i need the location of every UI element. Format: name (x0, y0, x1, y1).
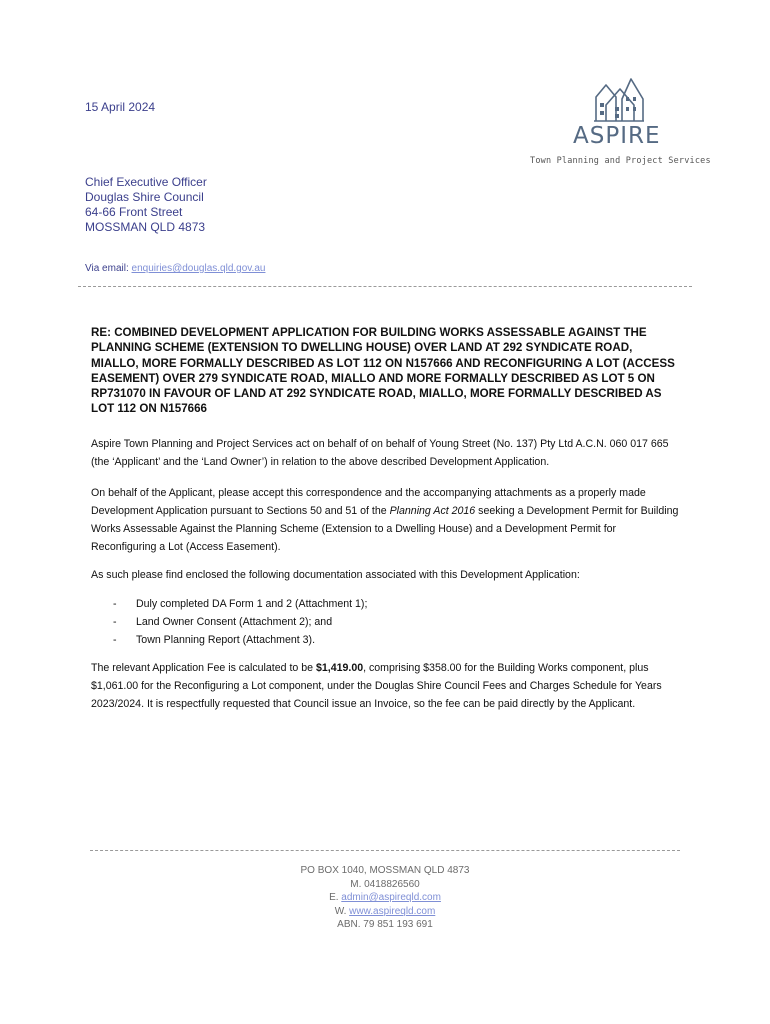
footer-email-line (250, 891, 520, 905)
recipient-address (85, 175, 207, 235)
attachment-list (113, 595, 367, 649)
logo-tagline: Town Planning and Project Services (530, 156, 711, 166)
recipient-line: Chief Executive Officer (85, 175, 207, 189)
paragraph-fee (91, 659, 681, 713)
via-email-link[interactable]: enquiries@douglas.qld.gov.au (131, 263, 266, 274)
list-dash: - (113, 616, 117, 628)
footer-abn: ABN. 79 851 193 691 (337, 919, 433, 930)
paragraph-intro: Aspire Town Planning and Project Services act on behalf of on behalf of Young Street (No. 137) Pty Ltd A.C.N. 060 017 665 (the ‘Applicant’ and the ‘Land Owner’) in relation to the above described Development Application. (91, 438, 669, 468)
list-dash: - (113, 598, 117, 610)
paragraph-enclosures: As such please find enclosed the following documentation associated with this Development Application: (91, 569, 580, 581)
list-item (113, 613, 367, 631)
footer-web-link[interactable]: www.aspireqld.com (349, 905, 436, 917)
paragraph-application (91, 484, 681, 556)
header-divider (78, 286, 692, 287)
list-item (113, 595, 367, 613)
footer-mobile: M. 0418826560 (350, 878, 420, 890)
list-item-text: Town Planning Report (Attachment 3). (136, 634, 316, 646)
footer-web-prefix: W. (334, 905, 347, 917)
logo-wordmark: ASPIRE (573, 123, 661, 149)
list-item (113, 631, 367, 649)
via-email-label: Via email: (85, 263, 129, 274)
paragraph-text: , comprising $358.00 for the Building Works component, plus $1,061.00 for the Reconfiguring a Lot component, under the Douglas Shire Council Fees and Charges Schedule for Years 2023/2024. It is respectfully requested that Council issue an Invoice, so the fee can be paid directly by the Applicant. (91, 662, 662, 710)
paragraph-text: seeking a Development Permit for Building Works Assessable Against the Planning Scheme (Extension to a Dwelling House) and a Development Permit for Reconfiguring a Lot (Access Easement). (91, 505, 679, 553)
recipient-line: 64-66 Front Street (85, 205, 183, 219)
list-item-text: Land Owner Consent (Attachment 2); and (136, 616, 333, 628)
letter-date: 15 April 2024 (85, 100, 156, 114)
aspire-logo (530, 75, 710, 170)
footer-divider (90, 850, 680, 851)
list-item-text: Duly completed DA Form 1 and 2 (Attachment 1); (136, 598, 368, 610)
recipient-line: MOSSMAN QLD 4873 (85, 220, 206, 234)
via-email-line (85, 263, 265, 274)
footer-contact (250, 864, 520, 932)
list-dash: - (113, 634, 117, 646)
footer-po-box: PO BOX 1040, MOSSMAN QLD 4873 (300, 865, 470, 876)
paragraph-text: The relevant Application Fee is calculated to be (91, 662, 316, 674)
act-title: Planning Act 2016 (389, 505, 476, 517)
footer-web-line (250, 905, 520, 919)
footer-email-prefix: E. (329, 892, 339, 903)
houses-icon (593, 75, 645, 123)
footer-email-link[interactable]: admin@aspireqld.com (341, 892, 441, 903)
recipient-line: Douglas Shire Council (85, 190, 204, 204)
fee-amount: $1,419.00 (315, 662, 364, 674)
paragraph-text: On behalf of the Applicant, please accept this correspondence and the accompanying attachments as a properly made Development Application pursuant to Sections 50 and 51 of the (91, 487, 646, 517)
subject-heading: RE: COMBINED DEVELOPMENT APPLICATION FOR BUILDING WORKS ASSESSABLE AGAINST THE PLANNING SCHEME (EXTENSION TO DWELLING HOUSE) OVER LAND AT 292 SYNDICATE ROAD, MIALLO, MORE FORMALLY DESCRIBED AS LOT 112 ON N157666 AND RECONFIGURING A LOT (ACCESS EASEMENT) OVER 279 SYNDICATE ROAD, MIALLO AND MORE FORMALLY DESCRIBED AS LOT 5 ON RP731070 IN FAVOUR OF LAND AT 292 SYNDICATE ROAD, MIALLO, MORE FORMALLY DESCRIBED AS LOT 112 ON N157666 (91, 326, 675, 416)
